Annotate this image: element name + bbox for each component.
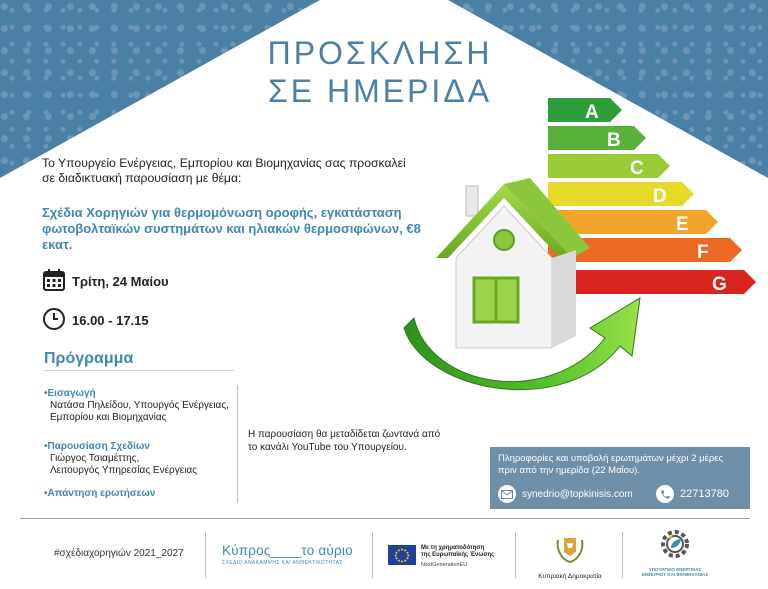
eu-funding-line-1: Με τη χρηματοδότηση xyxy=(421,545,485,551)
info-box xyxy=(490,447,750,509)
info-box-text: Πληροφορίες και υποβολή ερωτημάτων μέχρι 2 μέρες πριν από την ημερίδα (22 Μαΐου). xyxy=(498,453,724,476)
ministry-text-line-2: ΕΜΠΟΡΙΟΥ ΚΑΙ ΒΙΟΜΗΧΑΝΙΑΣ xyxy=(641,572,709,577)
event-time-text: 16.00 - 17.15 xyxy=(72,313,149,328)
topic-text: Σχέδια Χορηγιών για θερμομόνωση οροφής, εγκατάσταση φωτοβολταϊκών συστημάτων και ηλιακών θερμοσιφώνων, €8 εκατ. xyxy=(42,205,421,252)
kypros-logo-text: Κύπρος____το αύριο xyxy=(222,543,353,558)
email-icon xyxy=(498,485,516,503)
clock-icon xyxy=(42,307,66,334)
energy-bar-a xyxy=(548,98,622,123)
event-date-text: Τρίτη, 24 Μαίου xyxy=(72,274,169,289)
gear-icon xyxy=(655,526,695,562)
footer-separator xyxy=(372,532,373,578)
ministry-logo xyxy=(630,526,720,577)
cyprus-government-text: Κυπριακή Δημοκρατία xyxy=(538,573,602,580)
cyprus-emblem-icon xyxy=(552,530,588,566)
program-item-presentation xyxy=(44,441,197,477)
footer-separator xyxy=(205,532,206,578)
energy-bar-c xyxy=(548,154,670,179)
cyprus-government-logo xyxy=(530,530,610,580)
program-underline xyxy=(44,370,234,371)
program-title: Πρόγραμμα xyxy=(44,350,134,367)
calendar-icon xyxy=(42,268,66,295)
program-item-qa xyxy=(44,488,155,500)
program-item-line: Εμπορίου και Βιομηχανίας xyxy=(50,412,167,423)
energy-bar-d xyxy=(548,182,694,207)
kypros-logo xyxy=(222,543,362,566)
phone-text[interactable]: 22713780 xyxy=(680,488,729,500)
hashtag-text: #σχέδιαχορηγιών 2021_2027 xyxy=(54,548,184,559)
event-date xyxy=(42,268,169,295)
program-item-head: •Απάντηση ερωτήσεων xyxy=(44,488,156,499)
contact-email[interactable] xyxy=(498,485,633,503)
energy-label-a: A xyxy=(585,102,599,123)
program-item-line: Λειτουργός Υπηρεσίας Ενέργειας xyxy=(50,465,198,476)
program-item-line: Γιώργος Τσιαμέττης, xyxy=(50,453,140,464)
footer-separator xyxy=(622,532,623,578)
contact-phone[interactable] xyxy=(656,485,729,503)
program-item-head: •Παρουσίαση Σχεδίων xyxy=(44,441,150,452)
eu-funding-line-3: NextGenerationEU xyxy=(421,562,468,568)
energy-label-f: F xyxy=(697,242,709,263)
program-item-head: •Εισαγωγή xyxy=(44,388,96,399)
title-line-2: ΣΕ ΗΜΕΡΙΔΑ xyxy=(267,73,493,109)
ministry-text-line-1: ΥΠΟΥΡΓΕΙΟ ΕΝΕΡΓΕΙΑΣ xyxy=(648,567,702,572)
energy-bar-b xyxy=(548,126,646,151)
event-time xyxy=(42,307,149,334)
program-item-intro xyxy=(44,388,229,424)
energy-label-d: D xyxy=(653,186,667,207)
program-divider xyxy=(237,385,238,503)
program-item-line: Νατάσα Πηλείδου, Υπουργός Ενέργειας, xyxy=(50,400,229,411)
email-text[interactable]: synedrio@topkinisis.com xyxy=(522,488,633,500)
energy-label-c: C xyxy=(630,158,644,179)
eu-funding-logo xyxy=(388,545,494,568)
energy-label-b: B xyxy=(607,130,621,151)
energy-label-g: G xyxy=(712,274,727,295)
eu-flag-icon xyxy=(388,545,416,565)
footer-divider xyxy=(20,518,750,519)
broadcast-text: Η παρουσίαση θα μεταδίδεται ζωντανά από το κανάλι YouTube του Υπουργείου. xyxy=(248,429,441,453)
phone-icon xyxy=(656,485,674,503)
eu-funding-line-2: της Ευρωπαϊκής Ένωσης xyxy=(421,552,495,558)
energy-bar-g xyxy=(548,270,756,295)
energy-house-illustration xyxy=(400,88,760,418)
intro-text: Το Υπουργείο Ενέργειας, Εμπορίου και Βιομηχανίας σας προσκαλεί σε διαδικτυακή παρουσίαση με θέμα: xyxy=(42,156,406,185)
energy-label-e: E xyxy=(676,214,689,235)
title-line-1: ΠΡΟΣΚΛΗΣΗ xyxy=(267,35,493,71)
kypros-logo-subtitle: ΣΧΕΔΙΟ ΑΝΑΚΑΜΨΗΣ ΚΑΙ ΑΝΘΕΚΤΙΚΟΤΗΤΑΣ xyxy=(222,560,343,566)
footer-separator xyxy=(515,532,516,578)
